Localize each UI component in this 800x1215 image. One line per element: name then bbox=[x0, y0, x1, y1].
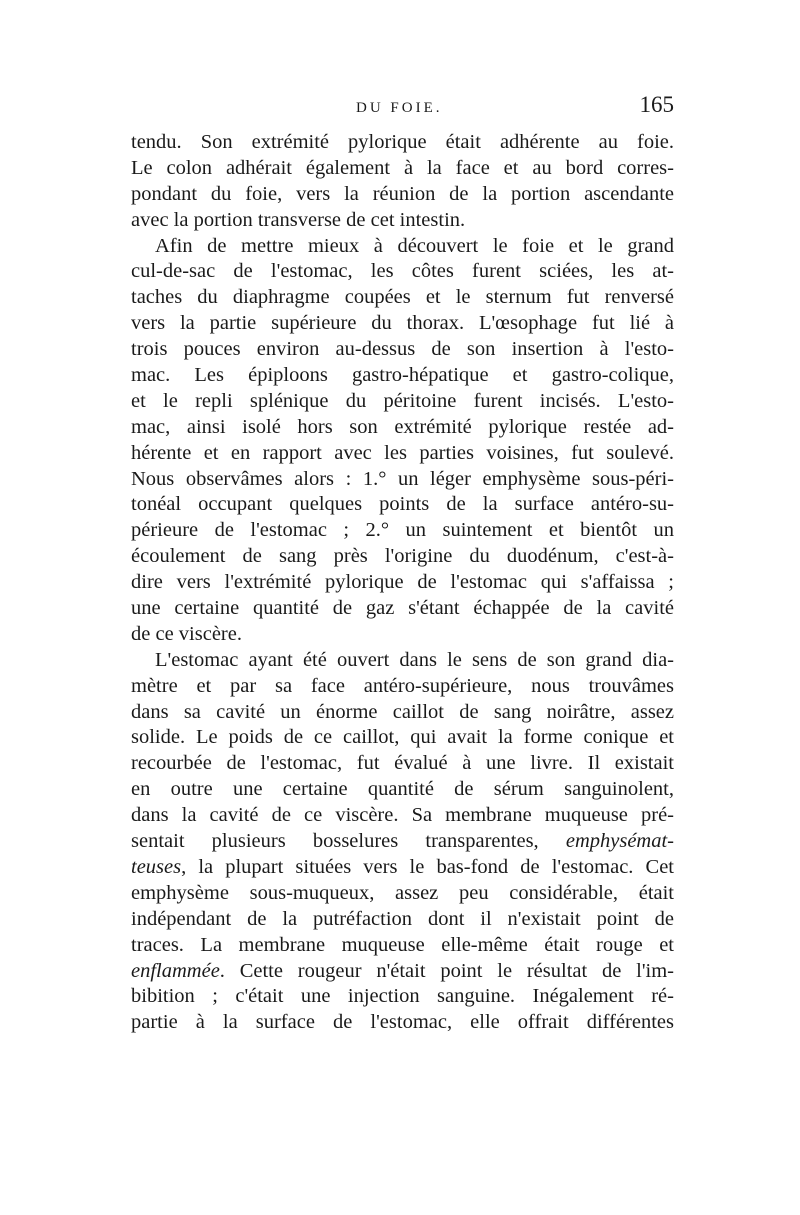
text-line: de ce viscère. bbox=[131, 622, 242, 645]
text-line: en outre une certaine quantité de sérum sanguinolent, bbox=[131, 778, 674, 801]
text-line: dans la cavité de ce viscère. Sa membrane muqueuse pré- bbox=[131, 804, 674, 827]
text-line: et le repli splénique du péritoine furent incisés. L'esto- bbox=[131, 389, 674, 412]
text-line: mètre et par sa face antéro-supérieure, nous trouvâmes bbox=[131, 674, 674, 697]
text-line: hérente et en rapport avec les parties voisines, fut soulevé. bbox=[131, 441, 674, 464]
text-line: emphysème sous-muqueux, assez peu considérable, était bbox=[131, 881, 674, 904]
paragraph-first-line: L'estomac ayant été ouvert dans le sens de son grand dia- bbox=[155, 648, 674, 671]
text-line: dire vers l'extrémité pylorique de l'estomac qui s'affaissa ; bbox=[131, 571, 674, 594]
text-line: une certaine quantité de gaz s'étant échappée de la cavité bbox=[131, 597, 674, 620]
text-line: dans sa cavité un énorme caillot de sang noirâtre, assez bbox=[131, 700, 674, 723]
text-line: écoulement de sang près l'origine du duodénum, c'est-à- bbox=[131, 545, 674, 568]
text-line: trois pouces environ au-dessus de son insertion à l'esto- bbox=[131, 338, 674, 361]
italic-term: emphysémat- bbox=[565, 830, 674, 853]
italic-term: teuses bbox=[131, 855, 182, 878]
text-segment: , la plupart situées vers le bas-fond de l'estomac. Cet bbox=[181, 855, 674, 878]
running-header bbox=[134, 92, 674, 126]
text-line: recourbée de l'estomac, fut évalué à une livre. Il existait bbox=[131, 752, 674, 775]
text-line: taches du diaphragme coupées et le sternum fut renversé bbox=[131, 286, 674, 309]
text-line: solide. Le poids de ce caillot, qui avait la forme conique et bbox=[131, 726, 674, 749]
text-line: vers la partie supérieure du thorax. L'œsophage fut lié à bbox=[131, 312, 674, 335]
text-line: tendu. Son extrémité pylorique était adhérente au foie. bbox=[131, 131, 674, 153]
text-line: Nous observâmes alors : 1.° un léger emphysème sous-péri- bbox=[131, 467, 674, 490]
page-number: 165 bbox=[639, 92, 674, 117]
text-line: mac. Les épiploons gastro-hépatique et gastro-colique, bbox=[131, 364, 674, 387]
text-line bbox=[131, 829, 674, 855]
text-segment: sentait plusieurs bosselures transparentes, bbox=[131, 830, 566, 853]
italic-term: enflammée bbox=[131, 959, 220, 982]
text-line: bibition ; c'était une injection sanguine. Inégalement ré- bbox=[131, 985, 674, 1008]
text-line: indépendant de la putréfaction dont il n'existait point de bbox=[131, 907, 674, 930]
text-line: Le colon adhérait également à la face et au bord corres- bbox=[131, 156, 674, 179]
text-line: avec la portion transverse de cet intestin. bbox=[131, 208, 466, 231]
text-line: pondant du foie, vers la réunion de la portion ascendante bbox=[131, 182, 674, 205]
text-line: tonéal occupant quelques points de la surface antéro-su- bbox=[131, 493, 674, 516]
text-line: partie à la surface de l'estomac, elle offrait différentes bbox=[131, 1011, 674, 1034]
text-line bbox=[131, 959, 674, 985]
running-title: DU FOIE. bbox=[356, 100, 443, 116]
text-segment: . Cette rougeur n'était point le résultat de l'im- bbox=[219, 959, 674, 982]
text-line: mac, ainsi isolé hors son extrémité pylorique restée ad- bbox=[131, 415, 674, 438]
text-line bbox=[131, 855, 674, 881]
text-line: périeure de l'estomac ; 2.° un suintement et bientôt un bbox=[131, 519, 674, 542]
text-line: cul-de-sac de l'estomac, les côtes furent sciées, les at- bbox=[131, 260, 674, 283]
text-line: traces. La membrane muqueuse elle-même était rouge et bbox=[131, 933, 674, 956]
body-text bbox=[131, 130, 674, 1036]
paragraph-first-line: Afin de mettre mieux à découvert le foie et le grand bbox=[155, 234, 674, 257]
